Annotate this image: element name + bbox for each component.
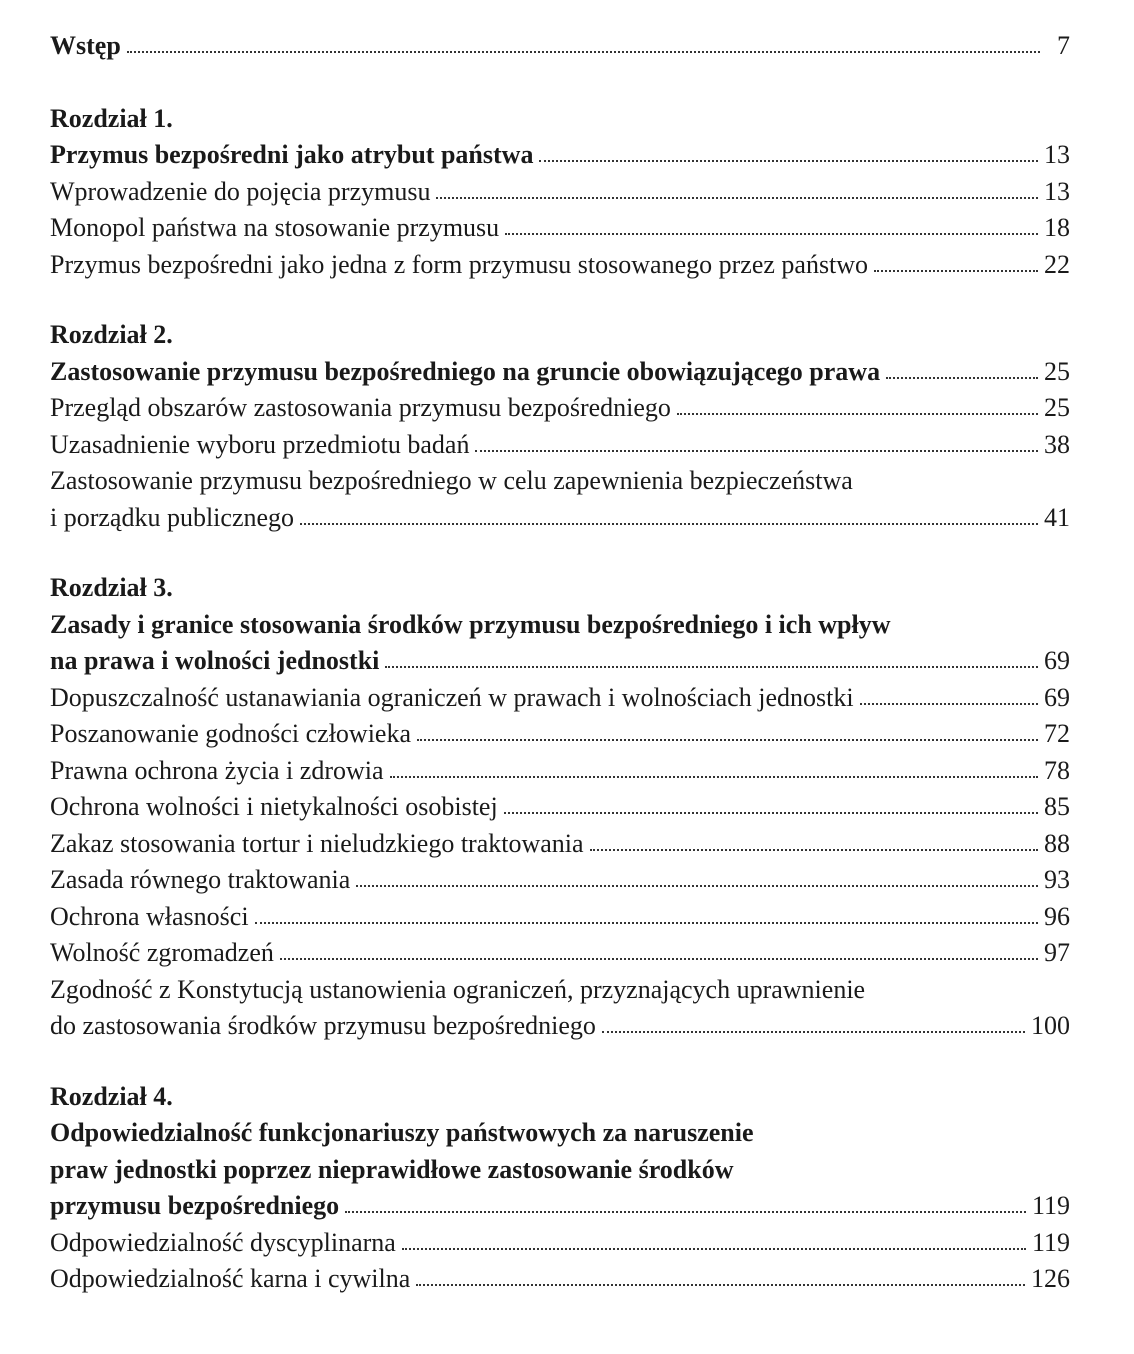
section-entry[interactable]: [50, 500, 1070, 537]
section-entry[interactable]: [50, 210, 1070, 247]
section-entry[interactable]: [50, 1225, 1070, 1262]
section-entry[interactable]: [50, 1008, 1070, 1045]
toc-page-number: 119: [1031, 1191, 1070, 1220]
section-entry[interactable]: [50, 716, 1070, 753]
dot-leader: [127, 44, 1040, 54]
section-title: Prawna ochrona życia i zdrowia: [50, 755, 384, 785]
section-title: Ochrona własności: [50, 901, 249, 931]
chapter-label: Rozdział 2.: [50, 320, 173, 349]
dot-leader: [356, 878, 1038, 888]
chapter-title-text: przymusu bezpośredniego: [50, 1191, 340, 1220]
section-entry[interactable]: [50, 753, 1070, 790]
chapter-label: Rozdział 1.: [50, 103, 173, 133]
chapter-title-line[interactable]: praw jednostki poprzez nieprawidłowe zastosowanie środków: [50, 1154, 734, 1184]
chapter-label: Rozdział 4.: [50, 1081, 173, 1111]
toc-page-number: 100: [1031, 1011, 1070, 1040]
section-title: Wolność zgromadzeń: [50, 938, 274, 967]
toc-entry-intro[interactable]: [50, 28, 1070, 65]
dot-leader: [539, 153, 1038, 163]
chapter-title-line[interactable]: Zasady i granice stosowania środków przymusu bezpośredniego i ich wpływ: [50, 609, 891, 639]
table-of-contents: [50, 28, 1070, 1298]
dot-leader: [590, 842, 1038, 852]
toc-page-number: 97: [1044, 938, 1070, 967]
toc-page-number: 72: [1044, 719, 1070, 748]
toc-entry-title: Wstęp: [50, 31, 121, 60]
chapter-title[interactable]: [50, 354, 1070, 391]
section-title: Poszanowanie godności człowieka: [50, 719, 412, 748]
section-title: Zakaz stosowania tortur i nieludzkiego traktowania: [50, 828, 584, 858]
section-entry[interactable]: [50, 390, 1070, 427]
dot-leader: [385, 659, 1038, 669]
section-title: Przymus bezpośredni jako jedna z form przymusu stosowanego przez państwo: [50, 249, 869, 279]
section-title: Ochrona wolności i nietykalności osobistej: [50, 792, 498, 821]
dot-leader: [345, 1204, 1026, 1214]
section-title: i porządku publicznego: [50, 502, 295, 532]
dot-leader: [504, 805, 1038, 815]
toc-page-number: 126: [1031, 1264, 1070, 1293]
section-entry[interactable]: [50, 174, 1070, 211]
section-entry[interactable]: [50, 935, 1070, 972]
section-entry[interactable]: [50, 680, 1070, 717]
section-entry[interactable]: [50, 427, 1070, 464]
dot-leader: [417, 732, 1038, 742]
chapter-3: [50, 570, 1070, 1045]
section-title: Zasada równego traktowania: [50, 865, 351, 894]
dot-leader: [436, 190, 1038, 200]
toc-page-number: 69: [1044, 682, 1070, 712]
section-title: Dopuszczalność ustanawiania ograniczeń w prawach i wolnościach jednostki: [50, 682, 854, 712]
dot-leader: [416, 1277, 1025, 1287]
chapter-title-text: Przymus bezpośredni jako atrybut państwa: [50, 140, 534, 169]
section-entry[interactable]: [50, 826, 1070, 863]
section-title: Monopol państwa na stosowanie przymusu: [50, 213, 500, 242]
section-entry[interactable]: [50, 862, 1070, 899]
toc-page-number: 25: [1044, 393, 1070, 422]
toc-page-number: 7: [1057, 31, 1070, 60]
toc-page-number: 93: [1044, 865, 1070, 894]
toc-page-number: 41: [1044, 502, 1070, 532]
section-title: Wprowadzenie do pojęcia przymusu: [50, 176, 431, 206]
section-title: Odpowiedzialność karna i cywilna: [50, 1264, 411, 1293]
toc-page-number: 88: [1044, 828, 1070, 858]
toc-page-number: 18: [1044, 213, 1070, 242]
chapter-1: [50, 101, 1070, 284]
chapter-title-text: Zastosowanie przymusu bezpośredniego na gruncie obowiązującego prawa: [50, 356, 881, 386]
chapter-title[interactable]: [50, 1188, 1070, 1225]
chapter-title[interactable]: [50, 137, 1070, 174]
dot-leader: [886, 370, 1038, 380]
dot-leader: [860, 696, 1038, 706]
dot-leader: [475, 443, 1038, 453]
dot-leader: [874, 263, 1038, 273]
chapter-title-text: na prawa i wolności jednostki: [50, 646, 380, 675]
section-title-line[interactable]: Zastosowanie przymusu bezpośredniego w celu zapewnienia bezpieczeństwa: [50, 466, 853, 495]
toc-page-number: 13: [1044, 140, 1070, 169]
chapter-label: Rozdział 3.: [50, 573, 173, 602]
dot-leader: [602, 1024, 1025, 1034]
chapter-title-line[interactable]: Odpowiedzialność funkcjonariuszy państwowych za naruszenie: [50, 1118, 754, 1147]
dot-leader: [402, 1241, 1026, 1251]
section-entry[interactable]: [50, 1261, 1070, 1298]
section-title: Uzasadnienie wyboru przedmiotu badań: [50, 429, 470, 459]
toc-page-number: 119: [1031, 1227, 1070, 1257]
section-title: do zastosowania środków przymusu bezpośredniego: [50, 1011, 596, 1040]
section-entry[interactable]: [50, 247, 1070, 284]
toc-page-number: 69: [1044, 646, 1070, 675]
chapter-4: [50, 1079, 1070, 1298]
dot-leader: [505, 226, 1038, 236]
dot-leader: [280, 951, 1038, 961]
section-title-line[interactable]: Zgodność z Konstytucją ustanowienia ograniczeń, przyznających uprawnienie: [50, 974, 866, 1004]
dot-leader: [390, 769, 1038, 779]
dot-leader: [677, 406, 1038, 416]
chapter-2: [50, 317, 1070, 536]
toc-page-number: 96: [1044, 901, 1070, 931]
section-title: Odpowiedzialność dyscyplinarna: [50, 1227, 396, 1257]
toc-page-number: 38: [1044, 429, 1070, 459]
dot-leader: [255, 915, 1038, 925]
toc-page-number: 85: [1044, 792, 1070, 821]
section-title: Przegląd obszarów zastosowania przymusu bezpośredniego: [50, 393, 671, 422]
dot-leader: [300, 516, 1038, 526]
chapter-title[interactable]: [50, 643, 1070, 680]
toc-page-number: 13: [1044, 176, 1070, 206]
toc-page-number: 25: [1044, 356, 1070, 386]
toc-page-number: 22: [1044, 249, 1070, 279]
section-entry[interactable]: [50, 899, 1070, 936]
toc-page-number: 78: [1044, 755, 1070, 785]
section-entry[interactable]: [50, 789, 1070, 826]
